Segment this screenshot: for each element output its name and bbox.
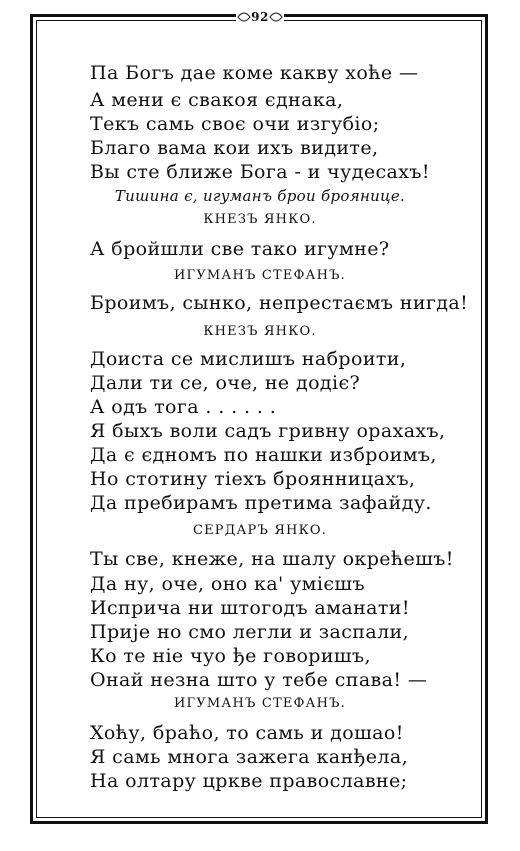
verse-line: Онай незна што у тебе спава! — <box>90 669 428 691</box>
verse-line: Да пребирамъ претима зафайду. <box>90 492 432 514</box>
verse-line: Броимъ, сынко, непрестаємъ нигда! <box>90 292 469 314</box>
stage-direction: Тишина є, игуманъ брои броянице. <box>114 187 406 205</box>
verse-line: Испричa ни штогодъ аманати! <box>90 597 410 619</box>
page-number-ornament <box>236 6 284 28</box>
speaker-name: СЕРДАРЪ ЯНКО. <box>192 523 328 538</box>
verse-line: А одъ тога . . . . . . <box>90 396 277 418</box>
speaker-name: КНЕЗЪ ЯНКО. <box>203 212 317 227</box>
verse-line: Ко те ніе чуо ђе говоришъ, <box>90 645 371 667</box>
verse-line: Доиста се мислишъ наброити, <box>90 348 407 370</box>
verse-line: Ты све, кнеже, на шалу окрећешъ! <box>90 548 454 570</box>
verse-line: Да є єдномъ по нашки изброимъ, <box>90 444 437 466</box>
verse-line: Дали ти се, оче, не додіє? <box>90 372 361 394</box>
verse-line: Но стотину тіехъ броянницахъ, <box>90 468 416 490</box>
speaker-name: ИГУМАНЪ СТЕФАНЪ. <box>173 696 347 711</box>
verse-line: Па Богъ дае коме какву хоће — <box>90 62 419 84</box>
verse-line: Да ну, оче, оно ка' умієшъ <box>90 573 365 595</box>
verse-line: На олтару цркве православне; <box>90 770 408 792</box>
verse-line: Текъ самь своє очи изгубіо; <box>90 113 380 135</box>
verse-line: А мени є свакоя єднака, <box>90 89 344 111</box>
verse-line: Я самь многа зажега канђела, <box>90 746 409 768</box>
verse-line: Хоћу, браћо, то самь и дошао! <box>90 722 404 744</box>
speaker-name: ИГУМАНЪ СТЕФАНЪ. <box>173 268 347 283</box>
verse-line: А бройшли све тако игумне? <box>90 238 390 260</box>
verse-line: Я быхъ воли садъ гривну орахахъ, <box>90 420 446 442</box>
verse-line: Благо вама кои ихъ видите, <box>90 137 379 159</box>
page-number: 92 <box>251 10 269 24</box>
verse-line: Вы сте ближе Бога - и чудесахъ! <box>90 161 430 183</box>
speaker-name: КНЕЗЪ ЯНКО. <box>203 324 317 339</box>
verse-line: Прије но смо легли и заспали, <box>90 621 410 643</box>
